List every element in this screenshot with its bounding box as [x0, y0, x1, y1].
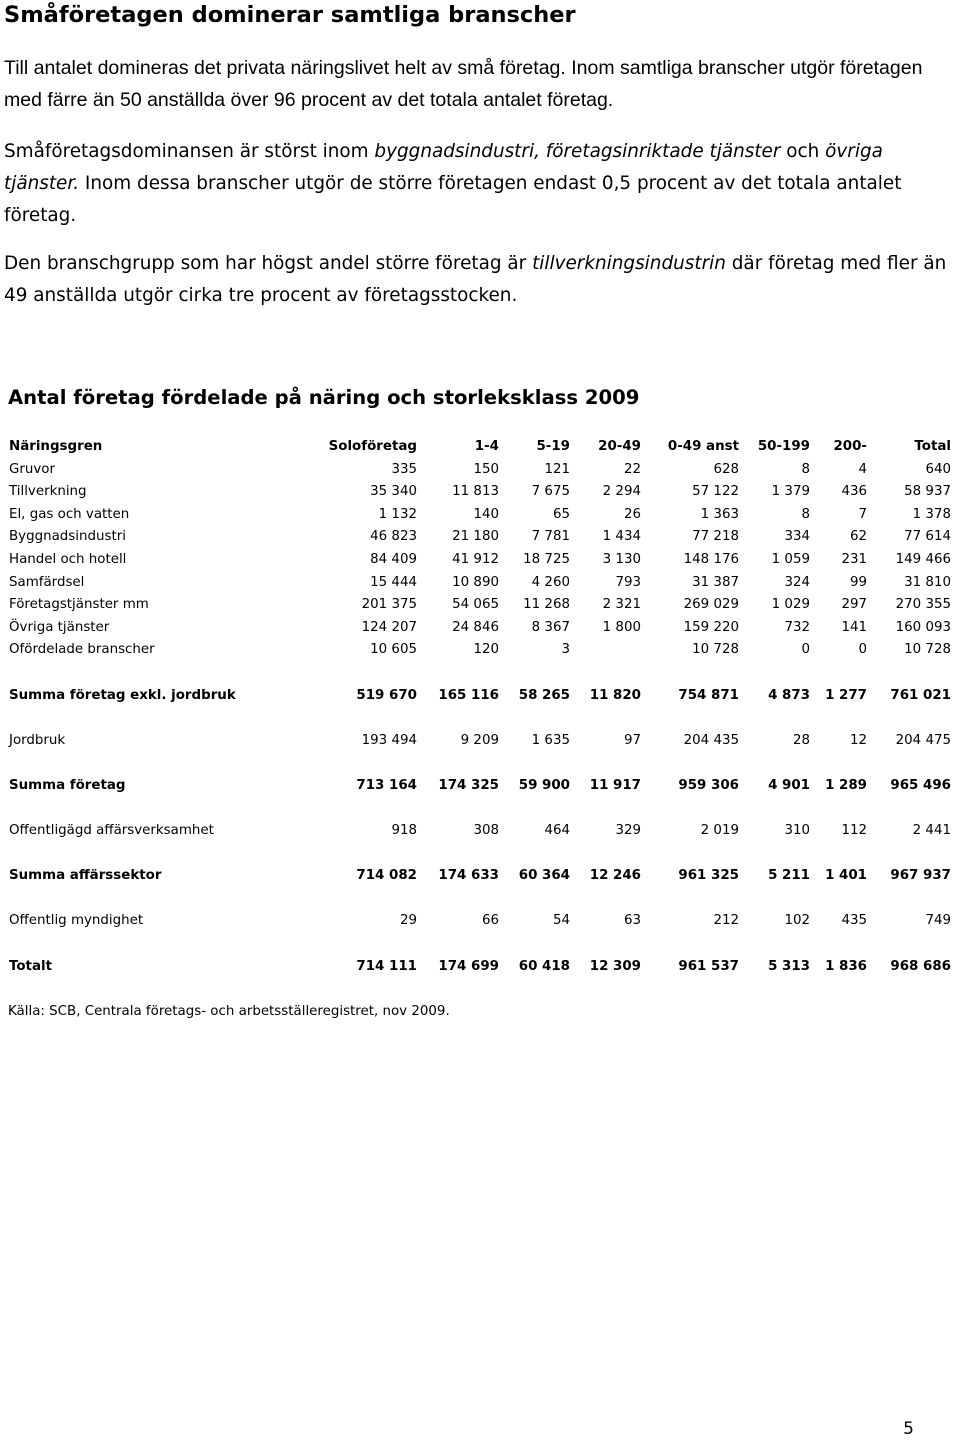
row-value: 732	[784, 619, 810, 635]
row-value: 1 379	[771, 484, 810, 500]
paragraph-dominance-text-b: och	[780, 141, 826, 162]
row-value: 60 418	[518, 958, 570, 974]
row-value: 174 633	[438, 868, 499, 884]
row-value: 165 116	[438, 687, 499, 703]
row-value: 18 725	[523, 551, 570, 567]
spacer-cell	[6, 752, 954, 775]
row-value: 120	[473, 642, 499, 658]
row-value: 21 180	[452, 529, 499, 545]
row-value: 1 277	[825, 687, 867, 703]
row-value: 324	[784, 574, 810, 590]
row-value: 1 289	[825, 777, 867, 793]
row-label: Jordbruk	[9, 732, 66, 748]
row-value: 761 021	[890, 687, 951, 703]
row-value: 435	[841, 913, 867, 929]
row-value: 335	[391, 461, 417, 477]
row-label: Offentlig myndighet	[9, 913, 144, 929]
paragraph-manufacturing	[4, 248, 954, 312]
row-value: 159 220	[683, 619, 739, 635]
row-label: Byggnadsindustri	[9, 529, 126, 545]
row-value: 2 019	[700, 823, 739, 839]
row-value: 12	[849, 732, 867, 748]
row-value: 26	[623, 506, 641, 522]
table-row	[6, 820, 954, 843]
row-value: 62	[849, 529, 867, 545]
row-label: Summa affärssektor	[9, 868, 162, 884]
row-label: Samfärdsel	[9, 574, 85, 590]
row-value: 1 132	[378, 506, 417, 522]
row-value: 8 367	[531, 619, 570, 635]
row-value: 31 810	[904, 574, 951, 590]
row-label: Gruvor	[9, 461, 55, 477]
row-value: 713 164	[356, 777, 417, 793]
row-value: 66	[481, 913, 499, 929]
row-value: 60 364	[518, 868, 570, 884]
spacer-cell	[6, 933, 954, 956]
row-value: 7	[858, 506, 867, 522]
row-value: 714 111	[356, 958, 417, 974]
header-soloforetag: Soloföretag	[328, 439, 417, 454]
paragraph-manufacturing-text-a: Den branschgrupp som har högst andel större företag är	[4, 253, 533, 274]
table-row	[6, 594, 954, 617]
page-number: 5	[903, 1419, 914, 1439]
paragraph-manufacturing-text-b: där företag med fler än 49 anställda utgör cirka tre procent av företagsstocken.	[4, 253, 947, 306]
paragraph-dominance	[4, 136, 954, 232]
row-value: 99	[849, 574, 867, 590]
header-50-199: 50-199	[757, 439, 810, 454]
header-0-49: 0-49 anst	[667, 439, 739, 454]
table-row	[6, 459, 954, 482]
row-value: 8	[801, 461, 810, 477]
row-value: 28	[792, 732, 810, 748]
row-value: 8	[801, 506, 810, 522]
row-value: 961 537	[678, 958, 739, 974]
row-value: 58 937	[904, 484, 951, 500]
row-value: 5 211	[768, 868, 810, 884]
row-value: 310	[784, 823, 810, 839]
table-source: Källa: SCB, Centrala företags- och arbetsställeregistret, nov 2009.	[8, 1004, 450, 1019]
row-value: 754 871	[678, 687, 739, 703]
row-value: 77 218	[692, 529, 739, 545]
row-value	[573, 639, 644, 662]
row-label: Handel och hotell	[9, 551, 127, 567]
row-label: Summa företag exkl. jordbruk	[9, 687, 236, 703]
row-value: 29	[399, 913, 417, 929]
row-value: 918	[391, 823, 417, 839]
header-1-4: 1-4	[474, 439, 499, 454]
row-value: 11 813	[452, 484, 499, 500]
spacer-cell	[6, 798, 954, 821]
row-value: 4 901	[768, 777, 810, 793]
row-value: 968 686	[890, 958, 951, 974]
row-value: 3	[561, 642, 570, 658]
table-spacer	[6, 707, 954, 730]
row-value: 967 937	[890, 868, 951, 884]
table-row	[6, 526, 954, 549]
table-spacer	[6, 752, 954, 775]
row-value: 10 728	[692, 642, 739, 658]
header-naringsgren: Näringsgren	[9, 439, 103, 454]
header-5-19: 5-19	[536, 439, 570, 454]
row-value: 7 781	[531, 529, 570, 545]
table-row	[6, 504, 954, 527]
table-header-row	[6, 436, 954, 459]
row-value: 0	[858, 642, 867, 658]
row-value: 270 355	[895, 597, 951, 613]
row-value: 11 820	[589, 687, 641, 703]
table-spacer	[6, 798, 954, 821]
paragraph-manufacturing-italic: tillverkningsindustrin	[532, 253, 726, 274]
row-value: 77 614	[904, 529, 951, 545]
row-value: 63	[623, 913, 641, 929]
table-row	[6, 910, 954, 933]
row-value: 7 675	[531, 484, 570, 500]
row-value: 1 800	[602, 619, 641, 635]
row-value: 84 409	[370, 551, 417, 567]
row-value: 160 093	[895, 619, 951, 635]
paragraph-dominance-text-c: Inom dessa branscher utgör de större företagen endast 0,5 procent av det totala antalet företag.	[4, 173, 902, 226]
row-value: 54 065	[452, 597, 499, 613]
row-value: 0	[801, 642, 810, 658]
row-value: 961 325	[678, 868, 739, 884]
row-value: 35 340	[370, 484, 417, 500]
row-value: 519 670	[356, 687, 417, 703]
header-20-49: 20-49	[598, 439, 641, 454]
table-spacer	[6, 662, 954, 685]
paragraph-dominance-italic-a: byggnadsindustri, företagsinriktade tjänster	[374, 141, 781, 162]
table-row	[6, 775, 954, 798]
row-label: El, gas och vatten	[9, 506, 130, 522]
table-row	[6, 572, 954, 595]
row-label: Totalt	[9, 958, 52, 974]
table-spacer	[6, 933, 954, 956]
spacer-cell	[6, 662, 954, 685]
row-value: 4 873	[768, 687, 810, 703]
table-row	[6, 481, 954, 504]
row-value: 269 029	[683, 597, 739, 613]
row-value: 965 496	[890, 777, 951, 793]
row-value: 201 375	[361, 597, 417, 613]
row-value: 308	[473, 823, 499, 839]
row-value: 436	[841, 484, 867, 500]
spacer-cell	[6, 707, 954, 730]
row-value: 10 605	[370, 642, 417, 658]
table-row	[6, 730, 954, 753]
page-heading: Småföretagen dominerar samtliga branscher	[4, 2, 576, 28]
row-value: 148 176	[683, 551, 739, 567]
row-value: 10 890	[452, 574, 499, 590]
paragraph-dominance-italic-b: övriga tjänster.	[4, 141, 883, 194]
row-label: Ofördelade branscher	[9, 642, 155, 658]
row-value: 58 265	[518, 687, 570, 703]
table-row	[6, 549, 954, 572]
row-value: 1 836	[825, 958, 867, 974]
row-value: 640	[925, 461, 951, 477]
paragraph-intro: Till antalet domineras det privata näringslivet helt av små företag. Inom samtliga branscher utgör företagen med färre än 50 anställda över 96 procent av det totala antalet företag.	[4, 57, 923, 111]
table-row	[6, 639, 954, 662]
row-value: 9 209	[460, 732, 499, 748]
header-200: 200-	[833, 439, 867, 454]
row-value: 10 728	[904, 642, 951, 658]
row-value: 97	[623, 732, 641, 748]
row-value: 12 246	[589, 868, 641, 884]
row-value: 12 309	[589, 958, 641, 974]
row-value: 112	[841, 823, 867, 839]
row-value: 714 082	[356, 868, 417, 884]
row-value: 59 900	[518, 777, 570, 793]
row-value: 212	[713, 913, 739, 929]
table-title: Antal företag fördelade på näring och storleksklass 2009	[8, 386, 640, 409]
row-value: 1 029	[771, 597, 810, 613]
spacer-cell	[6, 888, 954, 911]
row-value: 4 260	[531, 574, 570, 590]
row-value: 2 441	[912, 823, 951, 839]
row-value: 41 912	[452, 551, 499, 567]
table-row	[6, 617, 954, 640]
row-value: 15 444	[370, 574, 417, 590]
row-value: 24 846	[452, 619, 499, 635]
row-value: 1 378	[912, 506, 951, 522]
row-value: 2 294	[602, 484, 641, 500]
row-value: 150	[473, 461, 499, 477]
row-value: 11 917	[589, 777, 641, 793]
table-row	[6, 956, 954, 979]
row-value: 1 635	[531, 732, 570, 748]
row-value: 102	[784, 913, 810, 929]
paragraph-dominance-text-a: Småföretagsdominansen är störst inom	[4, 141, 375, 162]
row-value: 464	[544, 823, 570, 839]
table-row	[6, 865, 954, 888]
table-spacer	[6, 843, 954, 866]
row-value: 959 306	[678, 777, 739, 793]
table-spacer	[6, 888, 954, 911]
row-value: 204 435	[683, 732, 739, 748]
company-table	[6, 436, 954, 978]
row-value: 174 325	[438, 777, 499, 793]
row-label: Företagstjänster mm	[9, 597, 149, 613]
row-label: Övriga tjänster	[9, 619, 110, 635]
spacer-cell	[6, 843, 954, 866]
row-value: 54	[552, 913, 570, 929]
row-value: 297	[841, 597, 867, 613]
row-value: 1 434	[602, 529, 641, 545]
row-value: 22	[623, 461, 641, 477]
row-value: 793	[615, 574, 641, 590]
row-value: 1 059	[771, 551, 810, 567]
row-label: Tillverkning	[9, 484, 87, 500]
row-value: 11 268	[523, 597, 570, 613]
row-label: Offentligägd affärsverksamhet	[9, 823, 214, 839]
row-value: 141	[841, 619, 867, 635]
row-value: 140	[473, 506, 499, 522]
row-value: 749	[925, 913, 951, 929]
row-value: 231	[841, 551, 867, 567]
row-value: 57 122	[692, 484, 739, 500]
row-value: 149 466	[895, 551, 951, 567]
row-value: 204 475	[895, 732, 951, 748]
row-value: 31 387	[692, 574, 739, 590]
row-value: 1 363	[700, 506, 739, 522]
row-value: 1 401	[825, 868, 867, 884]
row-value: 124 207	[361, 619, 417, 635]
table-body	[6, 459, 954, 979]
row-value: 65	[552, 506, 570, 522]
row-value: 46 823	[370, 529, 417, 545]
row-value: 329	[615, 823, 641, 839]
table-row	[6, 685, 954, 708]
row-value: 5 313	[768, 958, 810, 974]
row-value: 2 321	[602, 597, 641, 613]
row-value: 628	[713, 461, 739, 477]
row-value: 174 699	[438, 958, 499, 974]
row-value: 334	[784, 529, 810, 545]
row-value: 193 494	[361, 732, 417, 748]
row-label: Summa företag	[9, 777, 126, 793]
header-total: Total	[914, 439, 951, 454]
row-value: 121	[544, 461, 570, 477]
row-value: 3 130	[602, 551, 641, 567]
row-value: 4	[858, 461, 867, 477]
